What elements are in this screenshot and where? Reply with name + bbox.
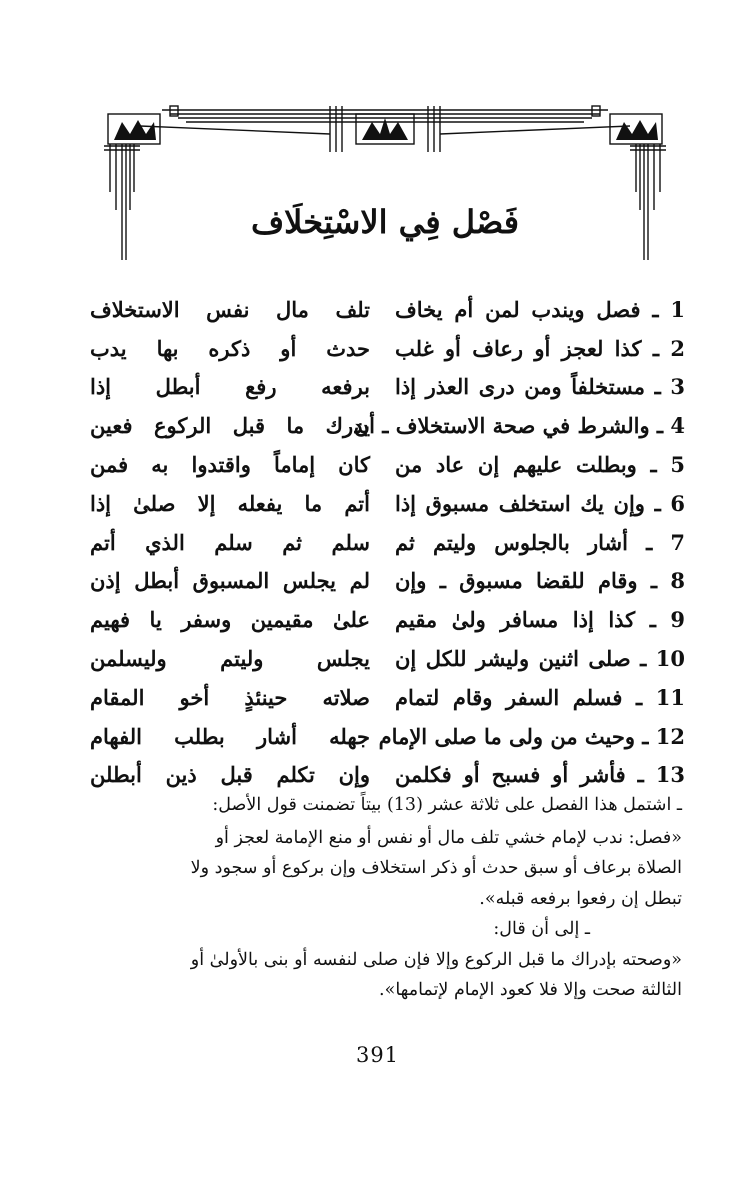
verse-first-hemistich: 6 ـ وإن يك استخلف مسبوق إذا (395, 490, 685, 516)
verse-first-text: وإن يك استخلف مسبوق إذا (395, 490, 645, 516)
verse-number: 8 (670, 568, 686, 594)
verse-first-hemistich: 8 ـ وقام للقضا مسبوق ـ وإن (395, 568, 686, 594)
quote-line: الصلاة برعاف أو سبق حدث أو ذكر استخلاف وإن بركوع أو سجود ولا (190, 858, 682, 878)
verse-second-hemistich: يجلس وليتم وليسلمن (90, 646, 370, 672)
verse-list (90, 290, 685, 794)
verse-first-hemistich: 2 ـ كذا لعجز أو رعاف أو غلب (395, 335, 685, 361)
verse-first-text: فسلم السفر وقام لتمام (395, 684, 623, 710)
verse-second-hemistich: صلاته حينئذٍ أخو المقام (90, 684, 370, 710)
verse-first-hemistich: 11 ـ فسلم السفر وقام لتمام (395, 684, 686, 710)
verse-first-text: فصل ويندب لمن أم يخاف (395, 296, 641, 322)
verse-row (90, 329, 685, 368)
verse-row (90, 717, 685, 756)
verse-number: 5 (670, 452, 685, 478)
verse-number: 3 (670, 374, 685, 400)
verse-second-hemistich: وإن تكلم قبل ذين أبطلن (90, 762, 370, 788)
verse-second-hemistich: تلف مال نفس الاستخلاف (90, 296, 370, 322)
verse-number: 10 (655, 646, 685, 672)
verse-second-hemistich: لم يجلس المسبوق أبطل إذن (90, 568, 370, 594)
commentary-note: ـ إلى أن قال: (493, 919, 590, 939)
verse-second-hemistich: أتم ما يفعله إلا صلىٰ إذا (90, 490, 370, 516)
verse-number: 6 (670, 490, 685, 516)
verse-row (90, 678, 685, 717)
verse-first-hemistich: 1 ـ فصل ويندب لمن أم يخاف (395, 296, 685, 322)
verse-row (90, 523, 685, 562)
page-number: 391 (355, 1043, 400, 1067)
verse-number: 11 (655, 684, 686, 710)
verse-first-text: وقام للقضا مسبوق ـ وإن (395, 568, 638, 594)
verse-first-text: والشرط في صحة الاستخلاف ـ أن (353, 413, 650, 439)
chapter-title: فَصْل فِي الاسْتِخلَاف (250, 203, 520, 241)
verse-first-text: وحيث من ولى ما صلى الإمام (378, 723, 635, 749)
verse-second-hemistich: كان إماماً واقتدوا به فمن (90, 452, 370, 478)
verse-number: 13 (655, 762, 685, 788)
verse-row (90, 484, 685, 523)
verse-number: 12 (655, 723, 685, 749)
verse-row (90, 445, 685, 484)
verse-row (90, 756, 685, 795)
verse-first-text: وبطلت عليهم إن عاد من (395, 452, 637, 478)
quote-line: تبطل إن رفعوا برفعه قبله». (479, 888, 682, 909)
verse-row (90, 639, 685, 678)
verse-first-text: مستخلفاً ومن درى العذر إذا (395, 374, 646, 400)
verse-number: 4 (670, 413, 685, 439)
verse-second-hemistich: جهله أشار بطلب الفهام (90, 723, 370, 749)
verse-first-text: كذا إذا مسافر ولىٰ مقيم (395, 607, 636, 633)
verse-row (90, 406, 685, 445)
verse-first-hemistich: 4 ـ والشرط في صحة الاستخلاف ـ أن (353, 413, 685, 439)
verse-number: 1 (670, 296, 685, 322)
verse-first-text: أشار بالجلوس وليتم ثم (395, 529, 628, 555)
ornamental-header-frame (100, 100, 670, 270)
verse-row (90, 290, 685, 329)
verse-first-hemistich: 3 ـ مستخلفاً ومن درى العذر إذا (395, 374, 685, 400)
verse-first-hemistich: 10 ـ صلى اثنين وليشر للكل إن (395, 646, 685, 672)
commentary-note: ـ اشتمل هذا الفصل على ثلاثة عشر (13) بيتاً تضمنت قول الأصل: (212, 795, 682, 815)
verse-first-hemistich: 5 ـ وبطلت عليهم إن عاد من (395, 452, 685, 478)
verse-number: 2 (670, 335, 685, 361)
quote-line: «وصحته بإدراك ما قبل الركوع وإلا فإن صلى لنفسه أو بنى بالأولىٰ أو (190, 949, 682, 970)
quote-line: الثالثة صحت وإلا فلا كعود الإمام لإتمامها». (379, 980, 682, 1000)
verse-row (90, 562, 685, 601)
verse-number: 7 (670, 529, 686, 555)
verse-first-hemistich: 12 ـ وحيث من ولى ما صلى الإمام (378, 723, 685, 749)
verse-number: 9 (670, 607, 685, 633)
verse-first-text: كذا لعجز أو رعاف أو غلب (395, 335, 642, 361)
commentary-block (92, 790, 682, 1006)
verse-second-hemistich: سلم ثم سلم الذي أتم (90, 529, 370, 555)
verse-first-text: صلى اثنين وليشر للكل إن (395, 646, 631, 672)
verse-second-hemistich: برفعه رفع أبطل إذا (90, 374, 370, 400)
verse-first-hemistich: 9 ـ كذا إذا مسافر ولىٰ مقيم (395, 607, 685, 633)
verse-row (90, 368, 685, 407)
verse-first-hemistich: 13 ـ فأشر أو فسبح أو فكلمن (395, 762, 685, 788)
verse-first-text: فأشر أو فسبح أو فكلمن (395, 762, 626, 788)
verse-second-hemistich: علىٰ مقيمين وسفر يا فهيم (90, 607, 370, 633)
quote-line: «فصل: ندب لإمام خشي تلف مال أو نفس أو منع الإمامة لعجز أو (215, 827, 682, 848)
verse-second-hemistich: حدث أو ذكره بها يدب (90, 335, 370, 361)
verse-first-hemistich: 7 ـ أشار بالجلوس وليتم ثم (395, 529, 686, 555)
verse-second-hemistich: يدرك ما قبل الركوع فعين (90, 413, 370, 439)
verse-row (90, 600, 685, 639)
